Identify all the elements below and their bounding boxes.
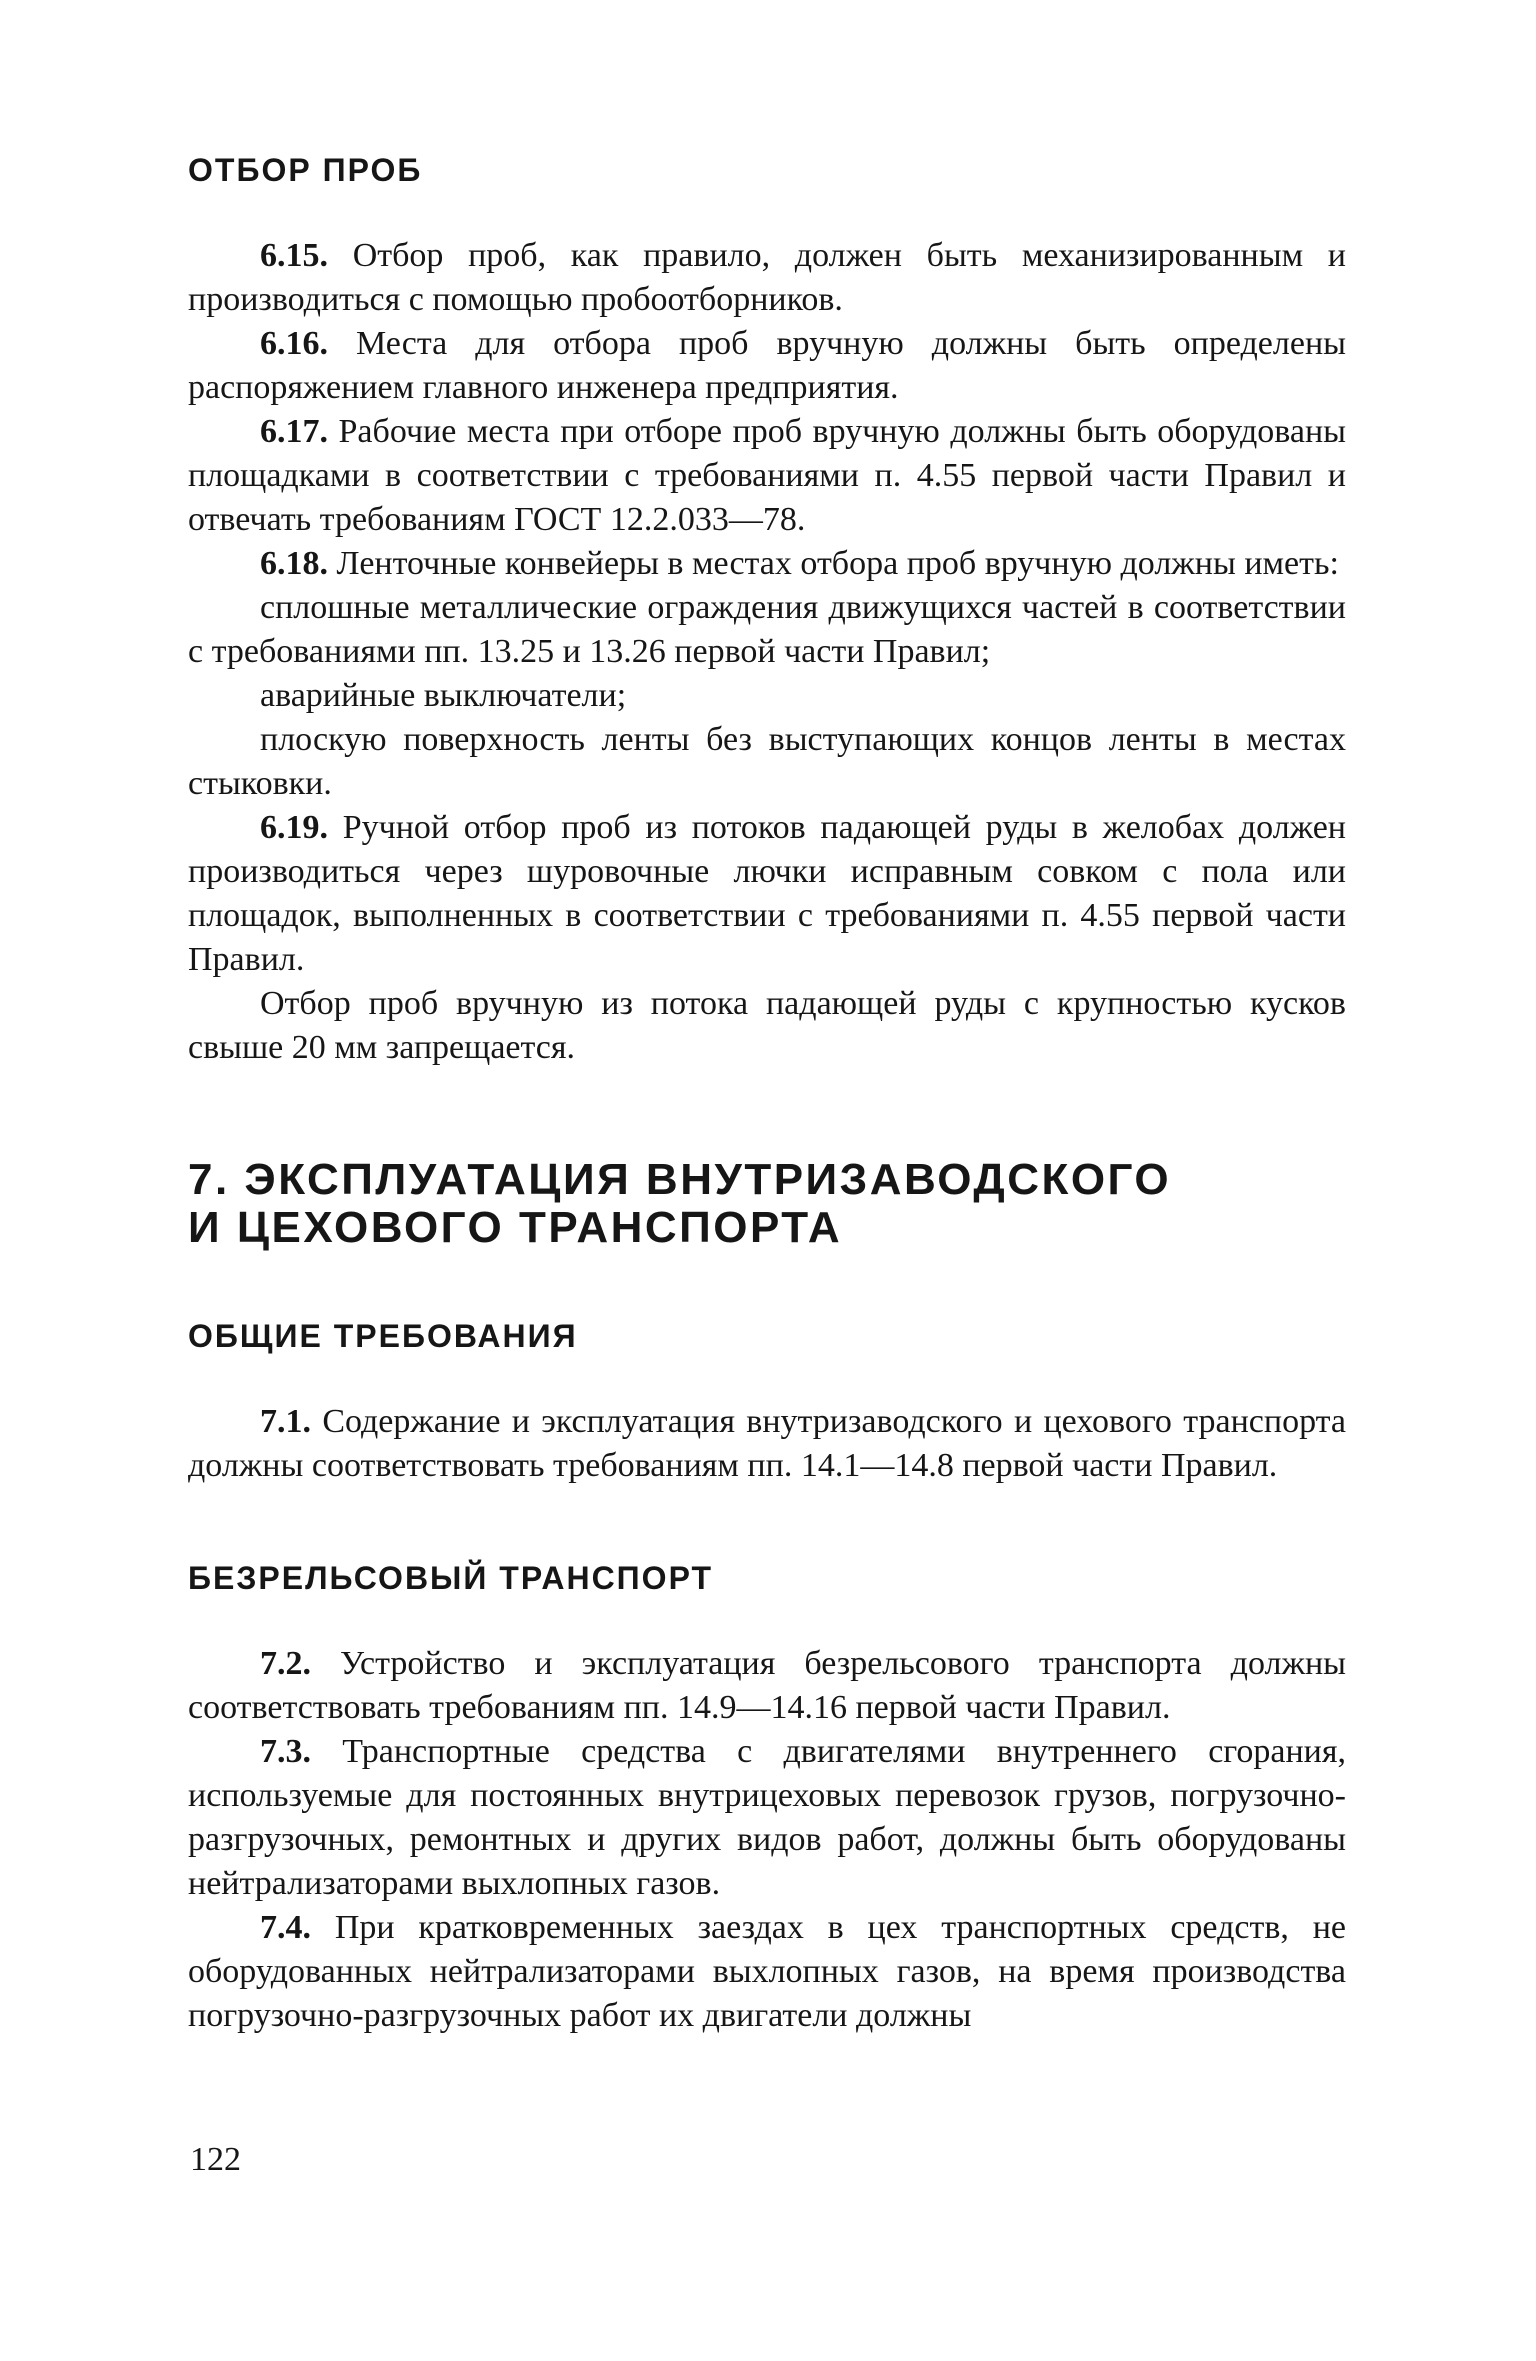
paragraph-6-17 [188,410,1346,542]
paragraph-6-18-item-1: сплошные металлические ограждения движущихся частей в соответствии с требованиями пп. 13.25 и 13.26 первой части Правил; [188,589,1346,670]
paragraph-6-19 [188,806,1346,982]
paragraph-6-15 [188,234,1346,322]
clause-text: Рабочие места при отборе проб вручную должны быть оборудованы площадками в соответствии с требованиями п. 4.55 первой части Правил и отвечать требованиям ГОСТ 12.2.033—78. [188,413,1346,538]
clause-text: Содержание и эксплуатация внутризаводского и цехового транспорта должны соответствовать требованиям пп. 14.1—14.8 первой части Правил. [188,1403,1346,1484]
clause-number: 6.19. [260,809,328,846]
paragraph-6-18 [188,542,1346,586]
heading-trackless-transport: БЕЗРЕЛЬСОВЫЙ ТРАНСПОРТ [188,1560,714,1596]
clause-number: 6.15. [260,237,328,274]
clause-number: 7.1. [260,1403,311,1440]
page-body [188,150,1346,2038]
clause-number: 7.4. [260,1909,311,1946]
paragraph-7-2 [188,1642,1346,1730]
clause-text: При кратковременных заездах в цех транспортных средств, не оборудованных нейтрализаторами выхлопных газов, на время производства погрузочно-разгрузочных работ их двигатели должны [188,1909,1346,2034]
chapter-title-line-1: 7. ЭКСПЛУАТАЦИЯ ВНУТРИЗАВОДСКОГО [188,1155,1172,1204]
paragraph-7-4 [188,1906,1346,2038]
heading-general-requirements: ОБЩИЕ ТРЕБОВАНИЯ [188,1318,578,1354]
clause-number: 6.17. [260,413,328,450]
paragraph-6-16 [188,322,1346,410]
clause-text: Отбор проб, как правило, должен быть механизированным и производиться с помощью пробоотборников. [188,237,1346,318]
clause-number: 7.3. [260,1733,311,1770]
clause-text: Транспортные средства с двигателями внутреннего сгорания, используемые для постоянных внутрицеховых перевозок грузов, погрузочно-разгрузочных, ремонтных и других видов работ, должны быть оборудованы нейтрализаторами выхлопных газов. [188,1733,1346,1902]
clause-text: Ручной отбор проб из потоков падающей руды в желобах должен производиться через шуровочные лючки исправным совком с пола или площадок, выполненных в соответствии с требованиями п. 4.55 первой части Правил. [188,809,1346,978]
clause-number: 6.16. [260,325,328,362]
chapter-title [188,1156,1346,1252]
clause-text: Ленточные конвейеры в местах отбора проб вручную должны иметь: [328,545,1339,582]
page-number: 122 [190,2141,241,2178]
paragraph-6-19-continued: Отбор проб вручную из потока падающей руды с крупностью кусков свыше 20 мм запрещается. [188,985,1346,1066]
clause-number: 7.2. [260,1645,311,1682]
heading-sampling: ОТБОР ПРОБ [188,152,423,188]
clause-text: Устройство и эксплуатация безрельсового транспорта должны соответствовать требованиям пп. 14.9—14.16 первой части Правил. [188,1645,1346,1726]
clause-number: 6.18. [260,545,328,582]
clause-text: Места для отбора проб вручную должны быть определены распоряжением главного инженера предприятия. [188,325,1346,406]
paragraph-7-1 [188,1400,1346,1488]
paragraph-7-3 [188,1730,1346,1906]
paragraph-6-18-item-3: плоскую поверхность ленты без выступающих концов ленты в местах стыковки. [188,721,1346,802]
chapter-title-line-2: И ЦЕХОВОГО ТРАНСПОРТА [188,1203,843,1252]
paragraph-6-18-item-2: аварийные выключатели; [260,677,627,714]
